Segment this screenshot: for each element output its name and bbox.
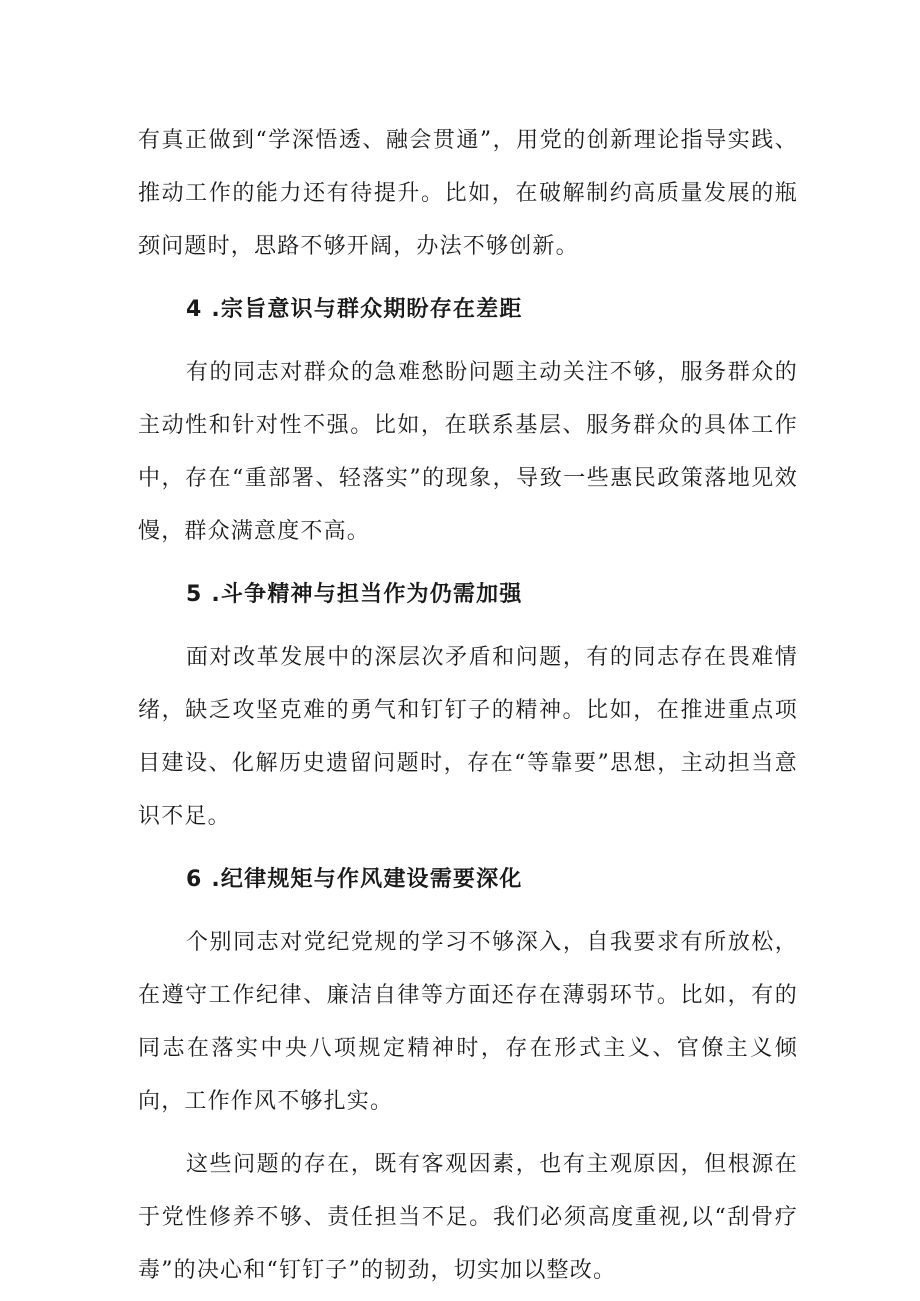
section-heading-4: 4 .宗旨意识与群众期盼存在差距 [186, 297, 523, 322]
paragraph-section-4: 有的同志对群众的急难愁盼问题主动关注不够，服务群众的主动性和针对性不强。比如，在联系基层、服务群众的具体工作中，存在“重部署、轻落实”的现象，导致一些惠民政策落地见效慢，群众满意度不高。 [138, 360, 798, 544]
paragraph-section-6: 个别同志对党纪党规的学习不够深入，自我要求有所放松，在遵守工作纪律、廉洁自律等方面还存在薄弱环节。比如，有的同志在落实中央八项规定精神时，存在形式主义、官僚主义倾向，工作作风不够扎实。 [138, 930, 798, 1114]
paragraph-conclusion: 这些问题的存在，既有客观因素，也有主观原因，但根源在于党性修养不够、责任担当不足。我们必须高度重视,以“刮骨疗毒”的决心和“钉钉子”的韧劲，切实加以整改。 [138, 1152, 798, 1283]
section-heading-6: 6 .纪律规矩与作风建设需要深化 [186, 867, 523, 892]
document-body [138, 114, 798, 1297]
paragraph-section-5: 面对改革发展中的深层次矛盾和问题，有的同志存在畏难情绪，缺乏攻坚克难的勇气和钉钉子的精神。比如，在推进重点项目建设、化解历史遗留问题时，存在“等靠要”思想，主动担当意识不足。 [138, 645, 798, 829]
section-heading-5: 5 .斗争精神与担当作为仍需加强 [186, 582, 523, 607]
paragraph-continued: 有真正做到“学深悟透、融会贯通”，用党的创新理论指导实践、推动工作的能力还有待提升。比如，在破解制约高质量发展的瓶颈问题时，思路不够开阔，办法不够创新。 [138, 128, 798, 259]
